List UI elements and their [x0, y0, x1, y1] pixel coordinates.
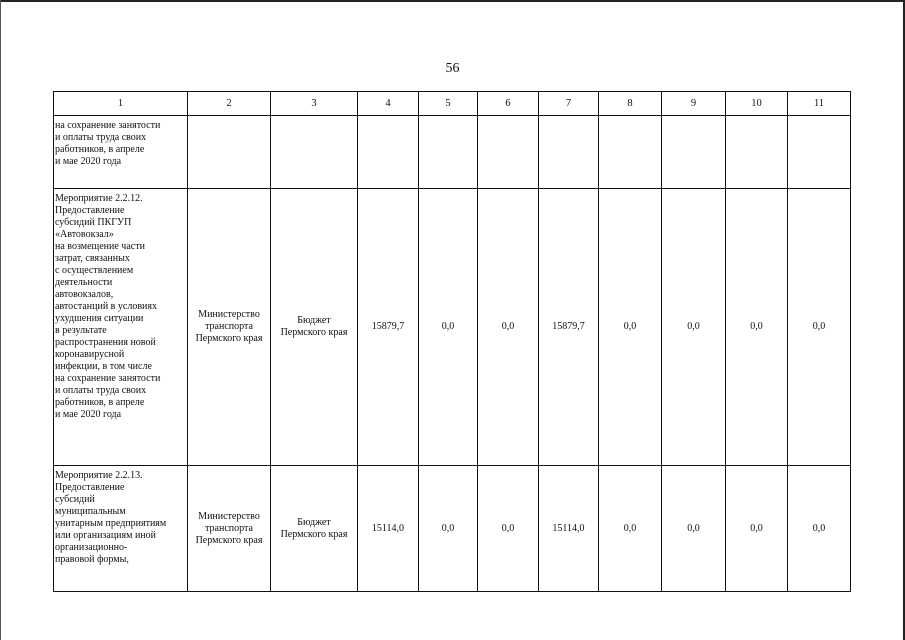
header-cell: 9	[662, 92, 726, 116]
table-row	[54, 116, 851, 189]
table-header-row	[54, 92, 851, 116]
value-cell: 0,0	[788, 189, 851, 466]
measure-description: Мероприятие 2.2.13. Предоставление субсидий муниципальным унитарным предприятиям или организациям иной организационно- правовой формы,	[54, 466, 188, 592]
value-cell: 0,0	[788, 466, 851, 592]
value-cell: 0,0	[599, 189, 662, 466]
value-cell: 0,0	[662, 189, 726, 466]
value-cell	[358, 116, 419, 189]
value-cell	[662, 116, 726, 189]
header-cell: 7	[539, 92, 599, 116]
value-cell: 0,0	[662, 466, 726, 592]
measure-description: на сохранение занятости и оплаты труда своих работников, в апреле и мае 2020 года	[54, 116, 188, 189]
page-number: 56	[445, 61, 460, 76]
value-cell: 15114,0	[539, 466, 599, 592]
value-cell: 0,0	[419, 466, 478, 592]
table-row	[54, 466, 851, 592]
value-cell	[539, 116, 599, 189]
header-cell: 1	[54, 92, 188, 116]
value-cell: 15879,7	[358, 189, 419, 466]
executor-cell	[188, 116, 271, 189]
value-cell: 0,0	[478, 189, 539, 466]
header-cell: 2	[188, 92, 271, 116]
scan-edge-left	[0, 0, 1, 640]
funding-source-cell: Бюджет Пермского края	[271, 466, 358, 592]
value-cell: 0,0	[726, 466, 788, 592]
value-cell	[599, 116, 662, 189]
value-cell	[726, 116, 788, 189]
value-cell	[788, 116, 851, 189]
value-cell: 15114,0	[358, 466, 419, 592]
header-cell: 3	[271, 92, 358, 116]
value-cell: 15879,7	[539, 189, 599, 466]
header-cell: 10	[726, 92, 788, 116]
value-cell: 0,0	[599, 466, 662, 592]
value-cell: 0,0	[478, 466, 539, 592]
header-cell: 8	[599, 92, 662, 116]
table-row	[54, 189, 851, 466]
header-cell: 5	[419, 92, 478, 116]
header-cell: 4	[358, 92, 419, 116]
header-cell: 6	[478, 92, 539, 116]
value-cell	[419, 116, 478, 189]
budget-table	[53, 91, 851, 592]
executor-cell: Министерство транспорта Пермского края	[188, 189, 271, 466]
value-cell: 0,0	[419, 189, 478, 466]
measure-description: Мероприятие 2.2.12. Предоставление субсидий ПКГУП «Автовокзал» на возмещение части затрат, связанных с осуществлением деятельности автовокзалов, автостанций в условиях ухудшения ситуации в результате распространения новой коронавирусной инфекции, в том числе на сохранение занятости и оплаты труда своих работников, в апреле и мае 2020 года	[54, 189, 188, 466]
funding-source-cell	[271, 116, 358, 189]
funding-source-cell: Бюджет Пермского края	[271, 189, 358, 466]
header-cell: 11	[788, 92, 851, 116]
scan-edge-top	[0, 0, 905, 2]
executor-cell: Министерство транспорта Пермского края	[188, 466, 271, 592]
value-cell	[478, 116, 539, 189]
value-cell: 0,0	[726, 189, 788, 466]
